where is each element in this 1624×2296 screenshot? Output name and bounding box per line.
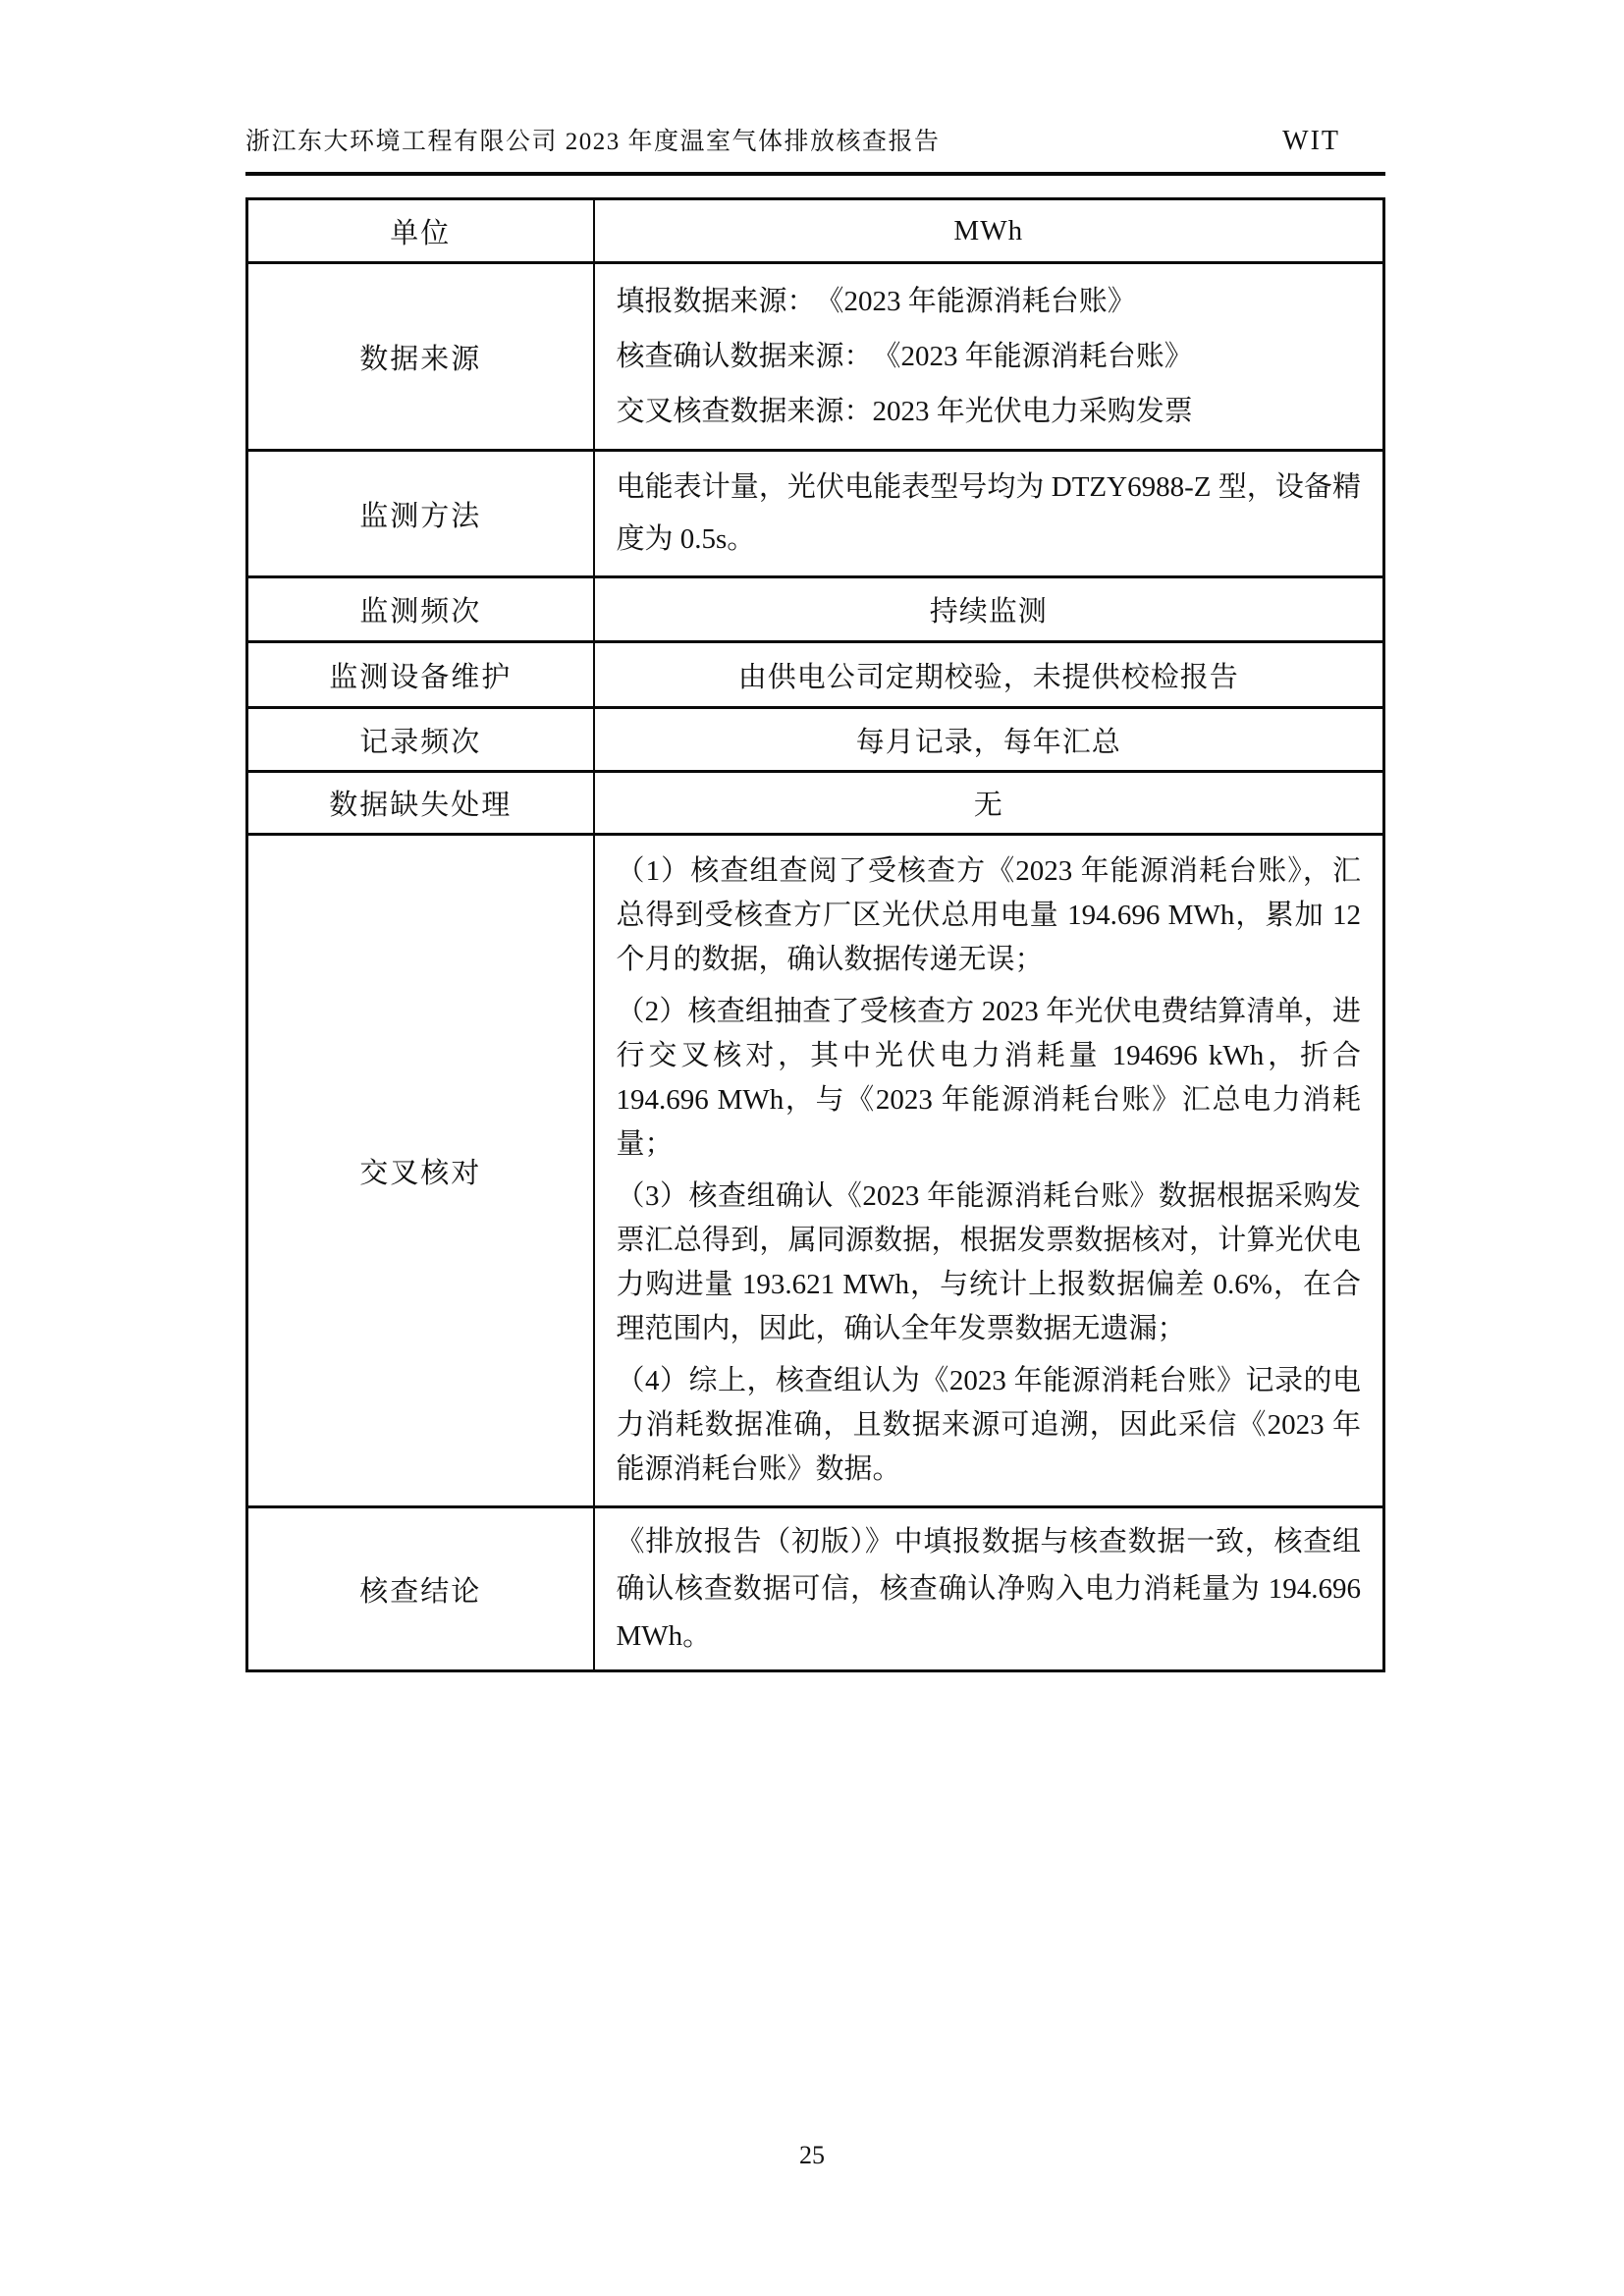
wit-logo: WIT (1282, 126, 1340, 156)
row-label-monitoring-frequency: 监测频次 (247, 577, 594, 642)
row-label-data-source: 数据来源 (247, 263, 594, 451)
row-value-monitoring-frequency: 持续监测 (594, 577, 1384, 642)
row-label-monitoring-method: 监测方法 (247, 451, 594, 577)
row-label-conclusion: 核查结论 (247, 1507, 594, 1671)
row-label-cross-check: 交叉核对 (247, 835, 594, 1507)
table-row-equipment-maintenance (247, 642, 1384, 708)
cross-check-item-2: （2）核查组抽查了受核查方 2023 年光伏电费结算清单，进行交叉核对，其中光伏电力消耗量 194696 kWh，折合 194.696 MWh，与《2023 年能源消耗台账》汇总电力消耗量； (616, 996, 1361, 1160)
row-value-monitoring-method: 电能表计量，光伏电能表型号均为 DTZY6988-Z 型，设备精度为 0.5s。 (594, 451, 1384, 577)
row-value-cross-check (594, 835, 1384, 1507)
table-row-monitoring-frequency (247, 577, 1384, 642)
page-number: 25 (799, 2141, 825, 2169)
header-rule (245, 172, 1385, 176)
row-label-record-frequency: 记录频次 (247, 708, 594, 772)
row-label-missing-data: 数据缺失处理 (247, 772, 594, 835)
data-source-line: 核查确认数据来源： 《2023 年能源消耗台账》 (616, 341, 1193, 372)
table-row-data-source (247, 263, 1384, 451)
data-source-line: 填报数据来源： 《2023 年能源消耗台账》 (616, 286, 1136, 317)
table-row-missing-data (247, 772, 1384, 835)
row-label-equipment-maintenance: 监测设备维护 (247, 642, 594, 708)
verification-table (245, 197, 1385, 1672)
row-label-unit: 单位 (247, 199, 594, 263)
row-value-missing-data: 无 (594, 772, 1384, 835)
cross-check-item-4: （4）综上，核查组认为《2023 年能源消耗台账》记录的电力消耗数据准确，且数据来源可追溯，因此采信《2023 年能源消耗台账》数据。 (616, 1365, 1361, 1485)
table-row-conclusion (247, 1507, 1384, 1671)
cross-check-item-3: （3）核查组确认《2023 年能源消耗台账》数据根据采购发票汇总得到，属同源数据，根据发票数据核对，计算光伏电力购进量 193.621 MWh，与统计上报数据偏差 0.6%，在合理范围内，因此，确认全年发票数据无遗漏； (616, 1180, 1361, 1344)
table-row-unit (247, 199, 1384, 263)
table-row-cross-check (247, 835, 1384, 1507)
row-value-record-frequency: 每月记录，每年汇总 (594, 708, 1384, 772)
data-source-line: 交叉核查数据来源：2023 年光伏电力采购发票 (616, 396, 1193, 427)
table-row-monitoring-method (247, 451, 1384, 577)
row-value-equipment-maintenance: 由供电公司定期校验，未提供校检报告 (594, 642, 1384, 708)
row-value-unit: MWh (594, 199, 1384, 263)
page-header (245, 122, 1385, 157)
row-value-data-source (594, 263, 1384, 451)
row-value-conclusion: 《排放报告（初版）》中填报数据与核查数据一致，核查组确认核查数据可信，核查确认净购入电力消耗量为 194.696 MWh。 (594, 1507, 1384, 1671)
report-title: 浙江东大环境工程有限公司 2023 年度温室气体排放核查报告 (245, 129, 941, 155)
table-row-record-frequency (247, 708, 1384, 772)
cross-check-item-1: （1）核查组查阅了受核查方《2023 年能源消耗台账》，汇总得到受核查方厂区光伏总用电量 194.696 MWh，累加 12 个月的数据，确认数据传递无误； (616, 855, 1361, 975)
